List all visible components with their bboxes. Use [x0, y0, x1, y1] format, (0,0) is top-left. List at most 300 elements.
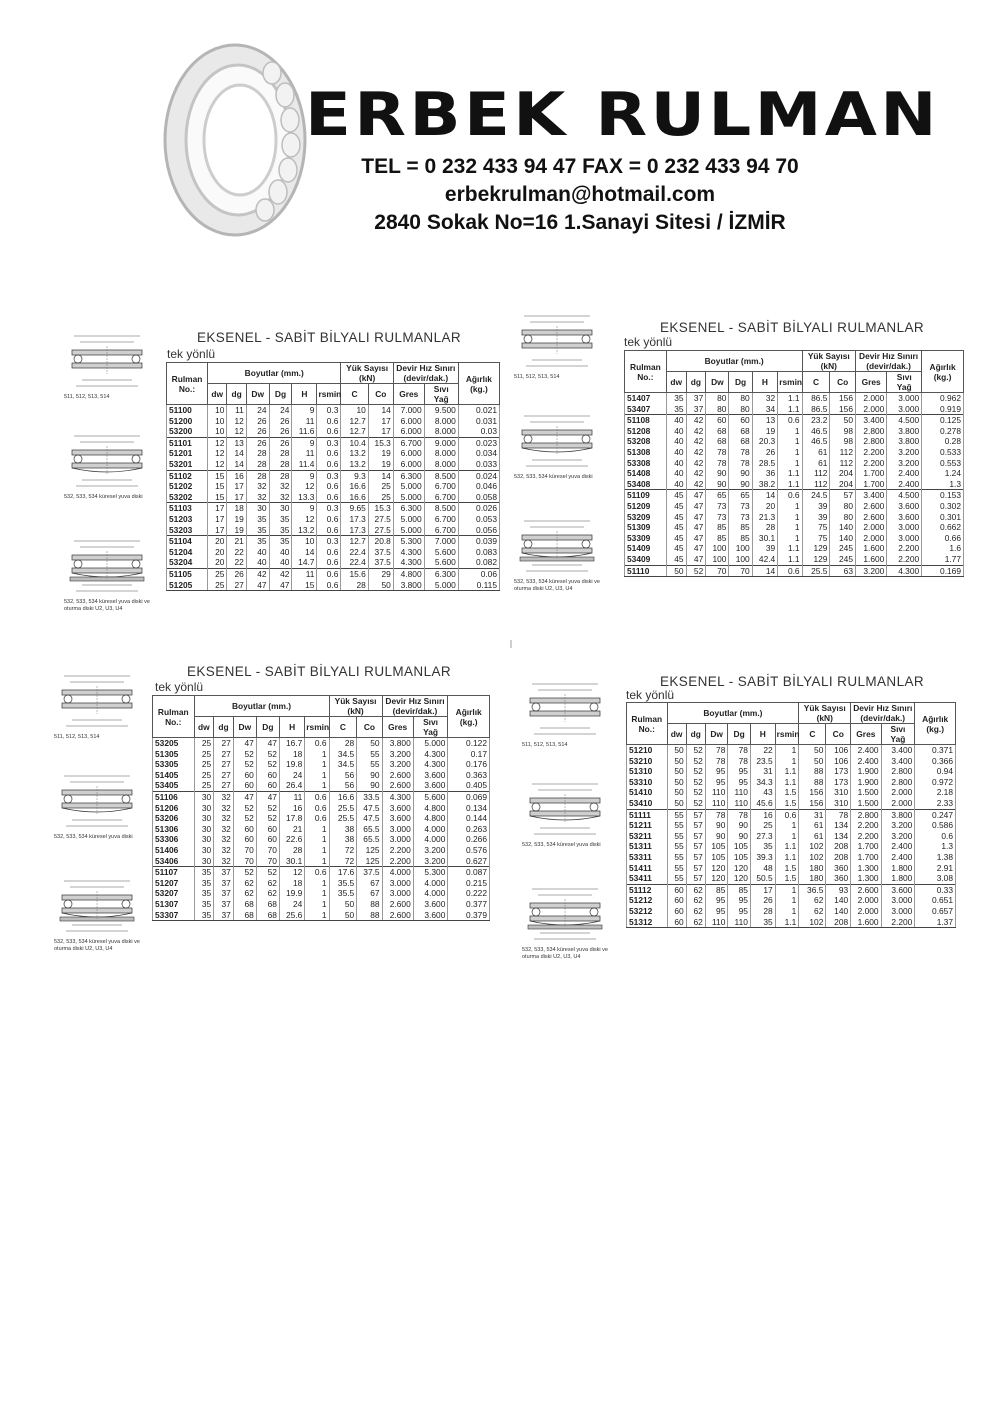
bearing-number-cell: 53306	[153, 834, 195, 845]
value-cell: 11.4	[292, 459, 317, 470]
value-cell: 35	[666, 393, 686, 404]
value-cell: 17	[208, 514, 227, 525]
value-cell: 12.7	[341, 536, 368, 547]
bearing-number-cell: 53202	[167, 492, 208, 503]
value-cell: 2.200	[887, 554, 922, 565]
value-cell: 0.056	[458, 525, 499, 536]
value-cell: 0.6	[317, 547, 341, 558]
value-cell: 0.301	[922, 512, 964, 523]
table-row	[627, 820, 956, 831]
value-cell: 1.1	[778, 543, 802, 554]
value-cell: 1	[778, 458, 802, 469]
value-cell: 0.6	[317, 557, 341, 568]
value-cell: 25.5	[329, 803, 357, 814]
table-row	[167, 514, 500, 525]
value-cell: 12	[208, 448, 227, 459]
value-cell: 78	[826, 809, 851, 820]
value-cell: 2.000	[855, 533, 886, 544]
value-cell: 70	[233, 856, 256, 867]
value-cell: 106	[826, 745, 851, 756]
header-speed-limit: Devir Hız Sınırı (devir/dak.)	[393, 363, 458, 384]
value-cell: 27	[214, 759, 234, 770]
bearing-number-cell: 51108	[625, 415, 667, 426]
value-cell: 40	[666, 447, 686, 458]
value-cell: 80	[830, 512, 856, 523]
value-cell: 1.6	[922, 543, 964, 554]
value-cell: 22.4	[341, 557, 368, 568]
value-cell: 9	[292, 470, 317, 481]
subheader-cell: rsmin	[778, 372, 802, 393]
value-cell: 30	[246, 503, 269, 514]
table-row	[153, 813, 490, 824]
bearing-number-cell: 53201	[167, 459, 208, 470]
value-cell: 4.800	[413, 803, 448, 814]
value-cell: 2.800	[881, 766, 915, 777]
value-cell: 67	[357, 878, 382, 889]
value-cell: 1.700	[855, 479, 886, 490]
value-cell: 13.3	[292, 492, 317, 503]
value-cell: 0.3	[317, 405, 341, 416]
value-cell: 0.553	[922, 458, 964, 469]
bearing-section-diagram	[520, 883, 610, 945]
value-cell: 42	[686, 468, 706, 479]
table-row	[153, 749, 490, 760]
value-cell: 1.3	[915, 841, 956, 852]
bearing-number-cell: 51112	[627, 884, 668, 895]
value-cell: 52	[233, 803, 256, 814]
value-cell: 2.400	[887, 479, 922, 490]
subheader-cell: Dg	[728, 724, 751, 745]
value-cell: 60	[667, 917, 686, 928]
table-row	[153, 845, 490, 856]
subheader-cell: Sıvı Yağ	[887, 372, 922, 393]
value-cell: 25	[194, 770, 214, 781]
value-cell: 16	[279, 803, 304, 814]
value-cell: 68	[256, 899, 279, 910]
value-cell: 0.371	[915, 745, 956, 756]
value-cell: 35.5	[329, 878, 357, 889]
value-cell: 62	[686, 884, 705, 895]
value-cell: 45	[666, 543, 686, 554]
value-cell: 102	[799, 852, 826, 863]
value-cell: 78	[728, 745, 751, 756]
table-row	[167, 503, 500, 514]
value-cell: 1.1	[775, 852, 799, 863]
diagram-caption: 532, 533, 534 küresel yuva diski	[522, 842, 601, 848]
value-cell: 88	[357, 899, 382, 910]
value-cell: 0.026	[458, 503, 499, 514]
value-cell: 9.500	[424, 405, 458, 416]
value-cell: 112	[830, 458, 856, 469]
value-cell: 34.5	[329, 759, 357, 770]
value-cell: 3.200	[413, 845, 448, 856]
value-cell: 50	[357, 738, 382, 749]
value-cell: 310	[826, 798, 851, 809]
value-cell: 46.5	[802, 436, 830, 447]
value-cell: 1.800	[881, 863, 915, 874]
value-cell: 88	[799, 777, 826, 788]
value-cell: 125	[357, 845, 382, 856]
value-cell: 47	[246, 580, 269, 591]
value-cell: 72	[329, 856, 357, 867]
bearing-diagram	[52, 670, 148, 740]
value-cell: 56	[329, 780, 357, 791]
value-cell: 0.069	[448, 791, 490, 802]
value-cell: 14	[292, 547, 317, 558]
header-load-rating: Yük Sayısı (kN)	[799, 703, 851, 724]
value-cell: 0.6	[305, 738, 329, 749]
table-row	[153, 878, 490, 889]
bearing-number-cell: 53410	[627, 798, 668, 809]
value-cell: 52	[686, 766, 705, 777]
value-cell: 2.200	[855, 447, 886, 458]
value-cell: 47	[686, 512, 706, 523]
value-cell: 22.4	[341, 547, 368, 558]
value-cell: 0.6	[305, 803, 329, 814]
bearing-table	[166, 362, 500, 591]
value-cell: 1.700	[855, 468, 886, 479]
value-cell: 0.6	[778, 415, 802, 426]
value-cell: 1.600	[851, 917, 881, 928]
value-cell: 57	[686, 831, 705, 842]
value-cell: 0.053	[458, 514, 499, 525]
value-cell: 5.000	[393, 481, 424, 492]
value-cell: 50	[667, 745, 686, 756]
value-cell: 4.300	[887, 565, 922, 577]
value-cell: 3.200	[413, 856, 448, 867]
value-cell: 13	[752, 415, 778, 426]
subheader-cell: rsmin	[317, 384, 341, 405]
table-row	[153, 824, 490, 835]
value-cell: 140	[826, 906, 851, 917]
value-cell: 1	[778, 447, 802, 458]
value-cell: 0.657	[915, 906, 956, 917]
value-cell: 26	[750, 895, 775, 906]
value-cell: 2.000	[881, 798, 915, 809]
value-cell: 35	[750, 841, 775, 852]
value-cell: 4.000	[413, 888, 448, 899]
table-row	[627, 766, 956, 777]
value-cell: 1.1	[775, 777, 799, 788]
value-cell: 2.800	[881, 777, 915, 788]
catalog-panel	[520, 668, 960, 988]
bearing-number-cell: 51311	[627, 841, 668, 852]
subheader-cell: Sıvı Yağ	[413, 717, 448, 738]
table-row	[167, 470, 500, 481]
table-row	[153, 759, 490, 770]
value-cell: 0.6	[317, 580, 341, 591]
value-cell: 25	[208, 580, 227, 591]
value-cell: 8.500	[424, 470, 458, 481]
value-cell: 112	[802, 468, 830, 479]
value-cell: 245	[830, 543, 856, 554]
value-cell: 19	[752, 426, 778, 437]
header-speed-limit: Devir Hız Sınırı (devir/dak.)	[855, 351, 921, 372]
value-cell: 0.144	[448, 813, 490, 824]
bearing-diagram	[520, 883, 616, 960]
bearing-number-cell: 51210	[627, 745, 668, 756]
value-cell: 37.5	[368, 557, 393, 568]
value-cell: 40	[666, 426, 686, 437]
value-cell: 32	[214, 856, 234, 867]
value-cell: 52	[686, 756, 705, 767]
bearing-diagram	[62, 535, 158, 612]
subheader-cell: C	[341, 384, 368, 405]
value-cell: 0.405	[448, 780, 490, 791]
value-cell: 80	[706, 404, 729, 415]
value-cell: 68	[233, 910, 256, 921]
value-cell: 28	[341, 580, 368, 591]
diagram-caption: 511, 512, 513, 514	[522, 742, 568, 748]
value-cell: 1.5	[775, 863, 799, 874]
value-cell: 129	[802, 554, 830, 565]
value-cell: 95	[705, 777, 728, 788]
value-cell: 3.200	[382, 759, 413, 770]
value-cell: 1	[778, 436, 802, 447]
value-cell: 6.700	[424, 492, 458, 503]
header-dimensions: Boyutlar (mm.)	[194, 696, 329, 717]
value-cell: 25	[194, 780, 214, 791]
value-cell: 60	[256, 834, 279, 845]
value-cell: 61	[799, 820, 826, 831]
value-cell: 120	[705, 863, 728, 874]
value-cell: 60	[667, 895, 686, 906]
bearing-number-cell: 53305	[153, 759, 195, 770]
value-cell: 3.800	[382, 738, 413, 749]
value-cell: 11	[292, 568, 317, 579]
value-cell: 35	[269, 525, 292, 536]
value-cell: 2.800	[855, 436, 886, 447]
value-cell: 8.000	[424, 426, 458, 437]
value-cell: 6.300	[393, 503, 424, 514]
value-cell: 16.7	[279, 738, 304, 749]
value-cell: 4.000	[413, 834, 448, 845]
bearing-number-cell: 51405	[153, 770, 195, 781]
value-cell: 78	[728, 756, 751, 767]
bearing-number-cell: 53212	[627, 906, 668, 917]
value-cell: 50	[667, 777, 686, 788]
value-cell: 0.6	[775, 809, 799, 820]
value-cell: 5.300	[393, 536, 424, 547]
bearing-number-cell: 53308	[625, 458, 667, 469]
value-cell: 37	[686, 393, 706, 404]
panel-title: EKSENEL - SABİT BİLYALI RULMANLAR	[197, 330, 462, 345]
value-cell: 30	[194, 824, 214, 835]
value-cell: 0.215	[448, 878, 490, 889]
value-cell: 35	[246, 536, 269, 547]
value-cell: 1	[775, 906, 799, 917]
value-cell: 204	[830, 468, 856, 479]
table-row	[625, 479, 964, 490]
value-cell: 73	[729, 512, 752, 523]
value-cell: 1.1	[778, 554, 802, 565]
value-cell: 1.800	[881, 873, 915, 884]
diagram-column	[62, 320, 158, 640]
value-cell: 27.3	[750, 831, 775, 842]
value-cell: 39	[752, 543, 778, 554]
value-cell: 4.300	[413, 759, 448, 770]
value-cell: 9.000	[424, 437, 458, 448]
value-cell: 42	[686, 447, 706, 458]
value-cell: 38.2	[752, 479, 778, 490]
subheader-cell: rsmin	[305, 717, 329, 738]
value-cell: 310	[826, 787, 851, 798]
table-row	[625, 447, 964, 458]
value-cell: 0.919	[922, 404, 964, 415]
bearing-table	[626, 702, 956, 928]
value-cell: 2.200	[855, 458, 886, 469]
value-cell: 3.600	[382, 813, 413, 824]
value-cell: 55	[667, 873, 686, 884]
value-cell: 9	[292, 437, 317, 448]
diagram-column	[512, 300, 608, 630]
bearing-number-cell: 51310	[627, 766, 668, 777]
diagram-column	[520, 668, 616, 988]
diagram-caption: 532, 533, 534 küresel yuva diski ve oturma diski U2, U3, U4	[54, 939, 140, 952]
value-cell: 18	[227, 503, 246, 514]
diagram-caption: 532, 533, 534 küresel yuva diski	[54, 834, 133, 840]
value-cell: 1.500	[851, 798, 881, 809]
subheader-cell: Sıvı Yağ	[424, 384, 458, 405]
value-cell: 14	[368, 405, 393, 416]
value-cell: 37	[214, 867, 234, 878]
value-cell: 3.400	[881, 745, 915, 756]
table-row	[627, 852, 956, 863]
subheader-cell: H	[279, 717, 304, 738]
value-cell: 3.600	[413, 899, 448, 910]
value-cell: 140	[830, 533, 856, 544]
value-cell: 90	[728, 820, 751, 831]
value-cell: 20	[208, 557, 227, 568]
value-cell: 0.576	[448, 845, 490, 856]
bearing-number-cell: 51102	[167, 470, 208, 481]
catalog-panel	[62, 320, 510, 640]
value-cell: 62	[233, 878, 256, 889]
value-cell: 3.200	[887, 447, 922, 458]
value-cell: 65.5	[357, 824, 382, 835]
value-cell: 100	[706, 554, 729, 565]
value-cell: 12	[208, 459, 227, 470]
value-cell: 70	[256, 856, 279, 867]
value-cell: 50	[799, 756, 826, 767]
value-cell: 47	[256, 791, 279, 802]
value-cell: 0.6	[317, 426, 341, 437]
subheader-cell: dg	[214, 717, 234, 738]
ball-bearing-icon	[160, 40, 310, 240]
value-cell: 29	[368, 568, 393, 579]
value-cell: 57	[686, 841, 705, 852]
bearing-number-cell: 53405	[153, 780, 195, 791]
header-weight: Ağırlık (kg.)	[922, 351, 964, 393]
value-cell: 52	[256, 749, 279, 760]
scan-edge	[510, 640, 512, 648]
bearing-number-cell: 51109	[625, 490, 667, 501]
header-bearing-no: Rulman No.:	[167, 363, 208, 405]
company-name: ERBEK RULMAN	[305, 80, 940, 150]
value-cell: 3.000	[887, 404, 922, 415]
value-cell: 2.91	[915, 863, 956, 874]
value-cell: 14	[368, 470, 393, 481]
value-cell: 68	[729, 436, 752, 447]
value-cell: 80	[830, 501, 856, 512]
value-cell: 38	[329, 824, 357, 835]
bearing-section-diagram	[512, 515, 602, 577]
value-cell: 0.222	[448, 888, 490, 899]
table-row	[167, 492, 500, 503]
value-cell: 105	[705, 841, 728, 852]
value-cell: 0.662	[922, 522, 964, 533]
value-cell: 67	[357, 888, 382, 899]
subheader-cell: Sıvı Yağ	[881, 724, 915, 745]
value-cell: 24.5	[802, 490, 830, 501]
value-cell: 50	[667, 798, 686, 809]
value-cell: 0.176	[448, 759, 490, 770]
value-cell: 7.000	[393, 405, 424, 416]
value-cell: 17	[750, 884, 775, 895]
value-cell: 6.700	[424, 481, 458, 492]
value-cell: 55	[357, 749, 382, 760]
value-cell: 1.5	[775, 798, 799, 809]
value-cell: 0.169	[922, 565, 964, 577]
value-cell: 0.266	[448, 834, 490, 845]
bearing-number-cell: 51411	[627, 863, 668, 874]
value-cell: 95	[728, 906, 751, 917]
bearing-number-cell: 51205	[167, 580, 208, 591]
value-cell: 2.200	[887, 543, 922, 554]
value-cell: 4.500	[887, 490, 922, 501]
value-cell: 62	[799, 895, 826, 906]
value-cell: 16.6	[341, 481, 368, 492]
value-cell: 1.500	[851, 787, 881, 798]
value-cell: 1	[305, 878, 329, 889]
value-cell: 45	[666, 512, 686, 523]
value-cell: 112	[802, 479, 830, 490]
value-cell: 50	[368, 580, 393, 591]
bearing-number-cell: 53210	[627, 756, 668, 767]
table-row	[167, 481, 500, 492]
value-cell: 1	[305, 780, 329, 791]
value-cell: 1	[778, 501, 802, 512]
address-line: 2840 Sokak No=16 1.Sanayi Sitesi / İZMİR	[374, 211, 786, 234]
value-cell: 0.039	[458, 536, 499, 547]
table-row	[625, 565, 964, 577]
value-cell: 0.6	[317, 459, 341, 470]
value-cell: 93	[826, 884, 851, 895]
bearing-diagram	[512, 410, 608, 480]
subheader-cell: dw	[666, 372, 686, 393]
value-cell: 173	[826, 766, 851, 777]
value-cell: 62	[799, 906, 826, 917]
value-cell: 32	[214, 813, 234, 824]
table-row	[627, 787, 956, 798]
value-cell: 11	[279, 791, 304, 802]
value-cell: 11.6	[292, 426, 317, 437]
value-cell: 1.1	[775, 841, 799, 852]
value-cell: 1.5	[775, 873, 799, 884]
value-cell: 22	[227, 547, 246, 558]
value-cell: 9.3	[341, 470, 368, 481]
bearing-diagram	[52, 770, 148, 840]
value-cell: 19.8	[279, 759, 304, 770]
bearing-number-cell: 51211	[627, 820, 668, 831]
value-cell: 55	[667, 863, 686, 874]
subheader-cell: dw	[667, 724, 686, 745]
value-cell: 80	[729, 404, 752, 415]
table-row	[627, 831, 956, 842]
bearing-number-cell: 51105	[167, 568, 208, 579]
value-cell: 21.3	[752, 512, 778, 523]
value-cell: 6.700	[424, 525, 458, 536]
